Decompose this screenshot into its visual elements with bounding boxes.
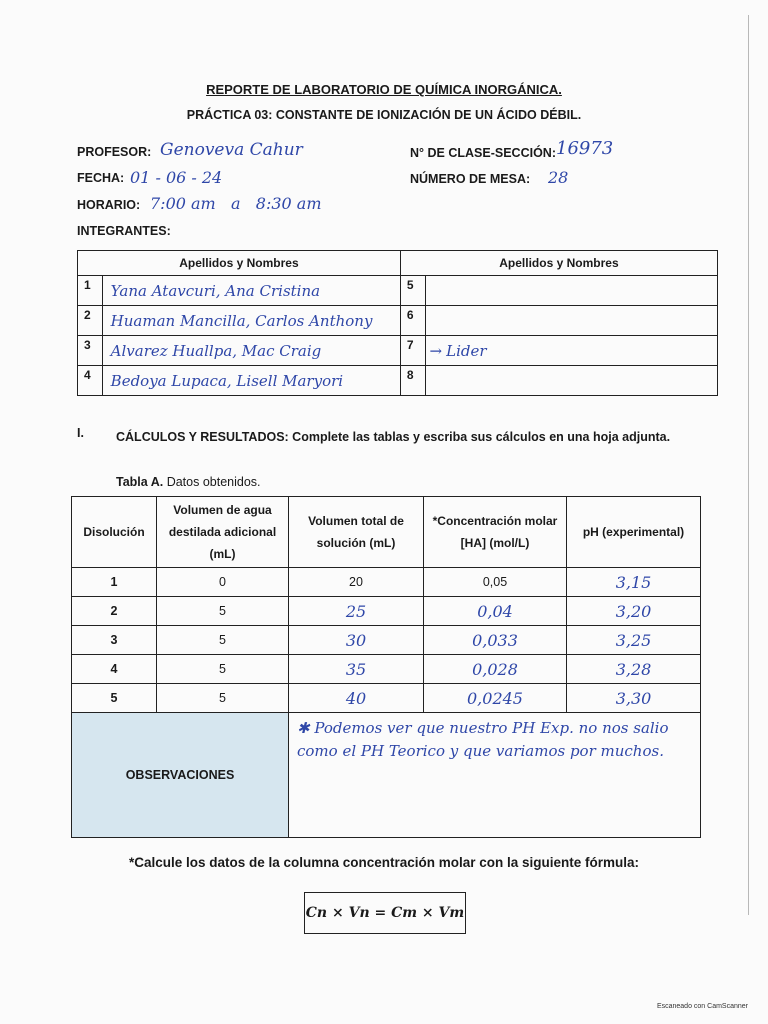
table-row: [78, 306, 718, 336]
fecha-value: 01 - 06 - 24: [130, 168, 223, 187]
integrantes-table: [77, 250, 718, 396]
horario-label: HORARIO:: [77, 198, 141, 212]
cell-total: 20: [289, 568, 424, 597]
row-number: 7: [400, 336, 425, 366]
cell-agua: 5: [157, 597, 289, 626]
cell-total: 30: [289, 626, 424, 655]
formula-instruction: *Calcule los datos de la columna concentración molar con la siguiente fórmula:: [128, 855, 640, 870]
cell-ph: 3,15: [567, 568, 701, 597]
formula-box: Cn × Vn = Cm × Vm: [304, 892, 466, 934]
table-caption-label: Tabla A.: [116, 475, 164, 489]
cell-agua: 5: [157, 655, 289, 684]
mesa-value: 28: [548, 168, 569, 187]
row-number: 5: [400, 276, 425, 306]
cell-disolucion: 2: [72, 597, 157, 626]
scan-edge-line: [748, 15, 749, 915]
col-header-right: Apellidos y Nombres: [400, 251, 717, 276]
cell-ph: 3,20: [567, 597, 701, 626]
member-name: Alvarez Huallpa, Mac Craig: [110, 341, 322, 360]
row-number: 8: [400, 366, 425, 396]
col-header-left: Apellidos y Nombres: [78, 251, 401, 276]
horario-value: 7:00 am a 8:30 am: [150, 194, 322, 213]
table-caption: [116, 475, 261, 489]
report-title: REPORTE DE LABORATORIO DE QUÍMICA INORGÁNICA.: [206, 82, 562, 97]
clase-label: N° DE CLASE-SECCIÓN:: [410, 146, 556, 160]
cell-total: 35: [289, 655, 424, 684]
cell-disolucion: 5: [72, 684, 157, 713]
row-number: 6: [400, 306, 425, 336]
cell-ph: 3,30: [567, 684, 701, 713]
table-header-row: [72, 497, 701, 568]
member-name: [426, 312, 434, 330]
observations-label: OBSERVACIONES: [72, 713, 289, 838]
row-number: 2: [78, 306, 103, 336]
row-number: 4: [78, 366, 103, 396]
fecha-label: FECHA:: [77, 171, 125, 185]
cell-conc: 0,028: [424, 655, 567, 684]
cell-disolucion: 1: [72, 568, 157, 597]
cell-ph: 3,28: [567, 655, 701, 684]
mesa-label: NÚMERO DE MESA:: [410, 172, 531, 186]
table-row: [72, 655, 701, 684]
table-row: [72, 568, 701, 597]
table-caption-text: Datos obtenidos.: [163, 475, 261, 489]
cell-conc: 0,04: [424, 597, 567, 626]
observations-row: [72, 713, 701, 838]
member-name: Yana Atavcuri, Ana Cristina: [110, 281, 321, 300]
cell-agua: 0: [157, 568, 289, 597]
member-name: Bedoya Lupaca, Lisell Maryori: [110, 371, 344, 390]
clase-value: 16973: [556, 138, 614, 159]
cell-agua: 5: [157, 626, 289, 655]
cell-disolucion: 4: [72, 655, 157, 684]
tabla-a: [71, 496, 701, 838]
cell-conc: 0,05: [424, 568, 567, 597]
header-concentracion: *Concentración molar [HA] (mol/L): [424, 497, 567, 568]
header-ph: pH (experimental): [567, 497, 701, 568]
cell-total: 25: [289, 597, 424, 626]
header-volumen-agua: Volumen de agua destilada adicional (mL): [157, 497, 289, 568]
scanner-watermark: Escaneado con CamScanner: [656, 1003, 748, 1010]
table-row: [72, 684, 701, 713]
member-name: [426, 372, 434, 390]
integrantes-label: INTEGRANTES:: [77, 224, 171, 238]
header-volumen-total: Volumen total de solución (mL): [289, 497, 424, 568]
member-name: Huaman Mancilla, Carlos Anthony: [110, 311, 373, 330]
member-name: [426, 282, 434, 300]
profesor-value: Genoveva Cahur: [160, 140, 303, 160]
member-role: Lider: [446, 341, 487, 360]
cell-agua: 5: [157, 684, 289, 713]
cell-disolucion: 3: [72, 626, 157, 655]
section-number: I.: [77, 426, 84, 440]
table-row: [78, 366, 718, 396]
header-disolucion: Disolución: [72, 497, 157, 568]
table-row: [72, 597, 701, 626]
cell-conc: 0,033: [424, 626, 567, 655]
row-number: 3: [78, 336, 103, 366]
practice-title: PRÁCTICA 03: CONSTANTE DE IONIZACIÓN DE UN ÁCIDO DÉBIL.: [186, 108, 582, 122]
section-instructions: CÁLCULOS Y RESULTADOS: Complete las tablas y escriba sus cálculos en una hoja adjunta.: [116, 430, 671, 444]
table-row: [78, 276, 718, 306]
table-header-row: [78, 251, 718, 276]
cell-conc: 0,0245: [424, 684, 567, 713]
table-row: [78, 336, 718, 366]
cell-ph: 3,25: [567, 626, 701, 655]
table-row: [72, 626, 701, 655]
cell-total: 40: [289, 684, 424, 713]
arrow-icon: →: [429, 341, 443, 360]
observations-text: ✱ Podemos ver que nuestro PH Exp. no nos salio como el PH Teorico y que variamos por muchos.: [289, 713, 701, 838]
row-number: 1: [78, 276, 103, 306]
profesor-label: PROFESOR:: [77, 145, 152, 159]
